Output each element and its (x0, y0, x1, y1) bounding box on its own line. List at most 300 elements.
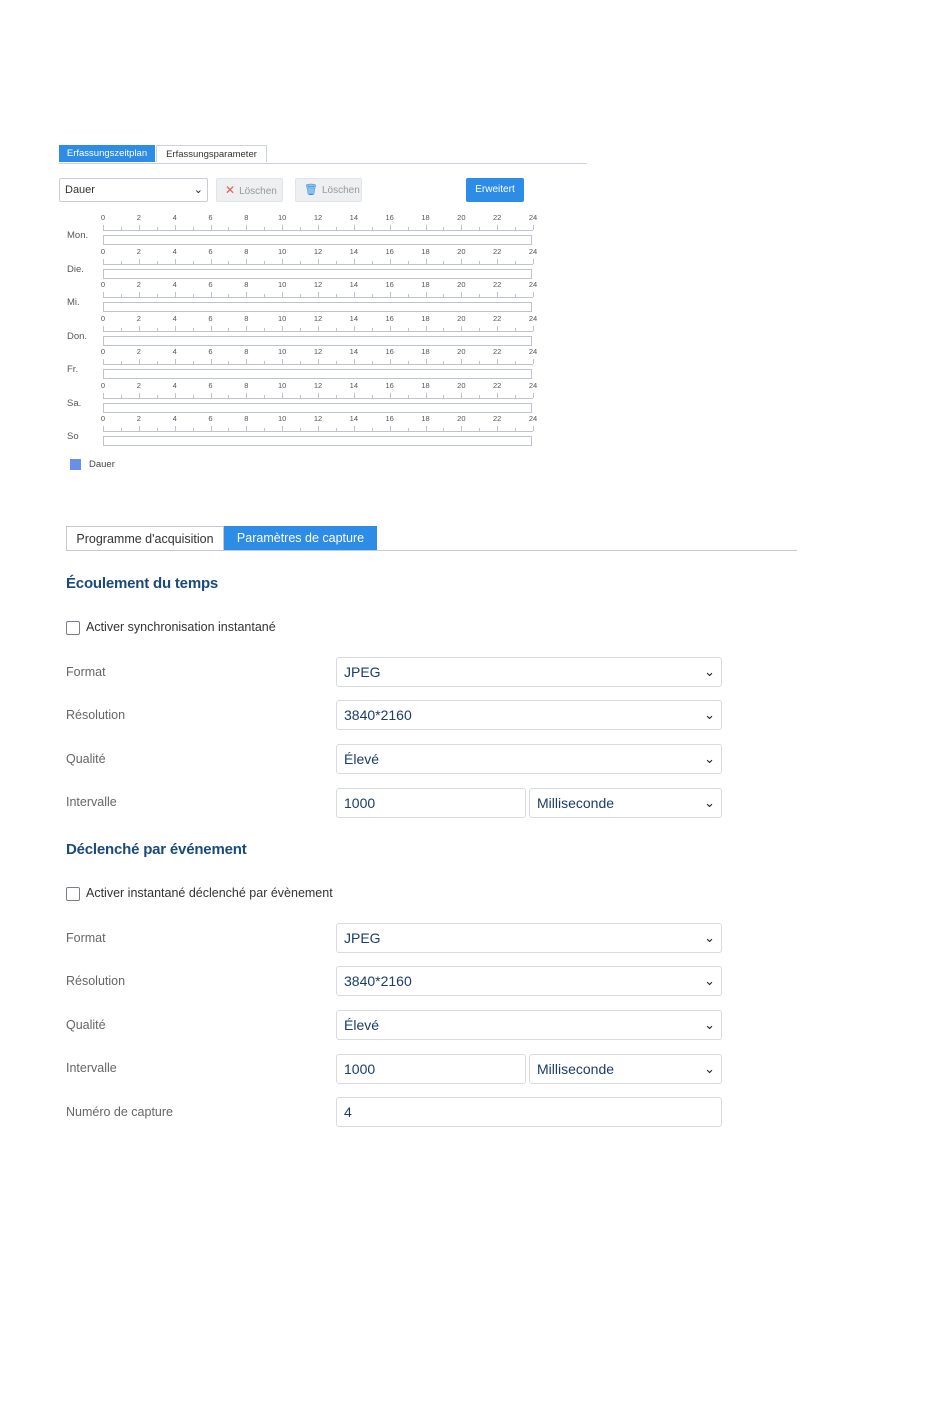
schedule-timeline-track[interactable] (103, 403, 532, 413)
hour-tick-label: 8 (244, 313, 249, 323)
schedule-type-select[interactable] (59, 178, 208, 202)
hour-tick-label: 12 (313, 246, 323, 256)
ruler-tick (372, 294, 373, 297)
hour-tick-label: 6 (208, 380, 213, 390)
timelapse-quality-select[interactable]: Élevé ⌄ (336, 744, 722, 774)
ruler-tick (193, 328, 194, 331)
event-interval-label: Intervalle (66, 1061, 117, 1075)
hour-tick-label: 16 (385, 313, 394, 323)
ruler-tick (121, 428, 122, 431)
hour-tick-label: 20 (457, 380, 466, 390)
hour-tick-label: 0 (100, 280, 106, 289)
hour-tick-label: 24 (528, 280, 538, 289)
tab-capture-parameters[interactable]: Erfassungsparameter (156, 145, 267, 162)
schedule-day-row (67, 314, 537, 344)
ruler-tick (246, 259, 247, 264)
ruler-tick (193, 294, 194, 297)
advanced-button[interactable]: Erweitert (466, 178, 524, 202)
trash-icon: 🗑 (304, 184, 318, 196)
hour-tick-label: 8 (244, 246, 249, 256)
event-resolution-label: Résolution (66, 974, 126, 988)
timelapse-format-label: Format (66, 665, 106, 679)
ruler-tick (139, 426, 140, 431)
hour-tick-label: 10 (277, 313, 287, 323)
hour-tick-label: 12 (313, 347, 323, 356)
hour-tick-label: 18 (421, 313, 430, 323)
ruler-tick (443, 227, 444, 230)
ruler-tick (533, 393, 534, 398)
hour-tick-label: 8 (244, 213, 249, 222)
hour-tick-label: 4 (172, 313, 177, 323)
schedule-timeline-track[interactable] (103, 269, 532, 279)
event-interval-input[interactable]: 1000 (336, 1054, 526, 1084)
ruler-tick (408, 294, 409, 297)
hour-tick-label: 10 (277, 280, 287, 289)
chevron-down-icon: ⌄ (193, 184, 203, 196)
ruler-tick (300, 227, 301, 230)
hour-tick-label: 20 (457, 246, 466, 256)
ruler-tick (336, 294, 337, 297)
day-label: So (67, 431, 79, 442)
timelapse-enable-row (66, 620, 276, 635)
ruler-tick (426, 359, 427, 364)
ruler-tick (336, 428, 337, 431)
timelapse-resolution-label: Résolution (66, 708, 126, 722)
ruler-tick (264, 328, 265, 331)
ruler-tick (282, 359, 283, 364)
hour-tick-label: 2 (136, 380, 141, 390)
hour-tick-label: 8 (244, 414, 249, 423)
timelapse-enable-checkbox[interactable] (66, 621, 80, 635)
timelapse-quality-label: Qualité (66, 752, 106, 766)
hour-tick-label: 22 (492, 414, 502, 423)
timelapse-interval-label: Intervalle (66, 795, 117, 809)
ruler-tick (228, 395, 229, 398)
hour-tick-label: 20 (457, 313, 466, 323)
ruler-tick (300, 361, 301, 364)
ruler-tick (461, 393, 462, 398)
hour-tick-label: 18 (421, 246, 430, 256)
ruler-tick (354, 292, 355, 297)
ruler-tick (497, 326, 498, 331)
day-label: Sa. (67, 397, 82, 409)
ruler-tick (497, 225, 498, 230)
legend-swatch (70, 459, 81, 470)
hour-tick-label: 2 (136, 213, 141, 222)
hour-ruler (103, 393, 533, 399)
ruler-tick (372, 361, 373, 364)
event-interval-unit-select[interactable]: Milliseconde ⌄ (529, 1054, 722, 1084)
ruler-tick (228, 261, 229, 264)
hour-tick-label: 24 (528, 213, 538, 222)
ruler-tick (533, 292, 534, 297)
hour-tick-label: 24 (528, 246, 538, 256)
ruler-tick (372, 227, 373, 230)
ruler-tick (390, 393, 391, 398)
ruler-tick (390, 426, 391, 431)
ruler-tick (408, 328, 409, 331)
ruler-tick (426, 393, 427, 398)
ruler-tick (461, 225, 462, 230)
ruler-tick (264, 294, 265, 297)
ruler-tick (497, 426, 498, 431)
schedule-timeline-track[interactable] (103, 235, 532, 245)
ruler-tick (390, 225, 391, 230)
ruler-tick (103, 426, 104, 431)
ruler-tick (139, 326, 140, 331)
chevron-down-icon: ⌄ (704, 973, 715, 988)
schedule-day-row (67, 414, 537, 444)
event-resolution-select[interactable]: 3840*2160 ⌄ (336, 966, 722, 996)
ruler-tick (175, 225, 176, 230)
ruler-tick (193, 428, 194, 431)
hour-tick-label: 10 (277, 246, 287, 256)
ruler-tick (497, 359, 498, 364)
ruler-tick (211, 326, 212, 331)
ruler-tick (193, 227, 194, 230)
ruler-tick (515, 361, 516, 364)
event-enable-checkbox[interactable] (66, 887, 80, 901)
hour-tick-label: 22 (492, 213, 502, 222)
ruler-tick (264, 428, 265, 431)
ruler-tick (461, 426, 462, 431)
hour-tick-label: 12 (313, 280, 323, 289)
hour-tick-label: 12 (313, 313, 323, 323)
hour-tick-label: 10 (277, 414, 287, 423)
ruler-tick (139, 259, 140, 264)
ruler-tick (121, 294, 122, 297)
ruler-tick (139, 292, 140, 297)
ruler-tick (211, 292, 212, 297)
hour-tick-label: 4 (172, 347, 177, 356)
hour-ruler (103, 359, 533, 365)
hour-tick-label: 2 (136, 347, 141, 356)
hour-tick-label: 8 (244, 380, 249, 390)
hour-tick-label: 18 (421, 347, 430, 356)
hour-tick-label: 18 (421, 213, 430, 222)
hour-tick-label: 14 (349, 414, 358, 423)
hour-tick-label: 24 (528, 347, 538, 356)
ruler-tick (121, 227, 122, 230)
ruler-tick (228, 361, 229, 364)
ruler-tick (408, 227, 409, 230)
ruler-tick (479, 261, 480, 264)
hour-tick-label: 22 (492, 347, 502, 356)
ruler-tick (426, 259, 427, 264)
ruler-tick (282, 225, 283, 230)
day-label: Mi. (67, 297, 80, 308)
hour-tick-label: 4 (172, 380, 177, 390)
hour-tick-label: 16 (385, 280, 394, 289)
ruler-tick (318, 359, 319, 364)
ruler-tick (354, 426, 355, 431)
hour-tick-label: 6 (208, 213, 213, 222)
hour-tick-label: 2 (136, 414, 141, 423)
legend-label: Dauer (89, 459, 115, 471)
ruler-tick (246, 426, 247, 431)
ruler-tick (282, 292, 283, 297)
hour-ruler (103, 326, 533, 332)
ruler-tick (443, 261, 444, 264)
ruler-tick (318, 393, 319, 398)
ruler-tick (282, 393, 283, 398)
hour-tick-label: 22 (492, 380, 502, 390)
ruler-tick (282, 326, 283, 331)
schedule-day-row (67, 247, 537, 277)
ruler-tick (300, 294, 301, 297)
ruler-tick (211, 259, 212, 264)
ruler-tick (103, 359, 104, 364)
timelapse-section-title: Écoulement du temps (66, 575, 219, 592)
schedule-timeline-track[interactable] (103, 436, 532, 446)
capture-tabs (66, 526, 797, 551)
ruler-tick (264, 261, 265, 264)
ruler-tick (479, 227, 480, 230)
timelapse-interval-input[interactable]: 1000 (336, 788, 526, 818)
ruler-tick (211, 426, 212, 431)
hour-tick-label: 14 (349, 213, 358, 222)
hour-tick-label: 6 (208, 246, 213, 256)
event-format-select[interactable]: JPEG ⌄ (336, 923, 722, 953)
ruler-tick (354, 259, 355, 264)
ruler-tick (461, 259, 462, 264)
ruler-tick (390, 326, 391, 331)
hour-tick-label: 24 (528, 313, 538, 323)
ruler-tick (336, 227, 337, 230)
ruler-tick (264, 361, 265, 364)
ruler-tick (318, 259, 319, 264)
hour-tick-label: 10 (277, 380, 287, 390)
ruler-tick (264, 227, 265, 230)
ruler-tick (300, 328, 301, 331)
ruler-tick (533, 259, 534, 264)
ruler-tick (103, 259, 104, 264)
ruler-tick (211, 359, 212, 364)
hour-tick-label: 18 (421, 280, 430, 289)
hour-tick-label: 16 (385, 380, 394, 390)
hour-tick-label: 6 (208, 313, 213, 323)
timelapse-format-select[interactable]: JPEG ⌄ (336, 657, 722, 687)
schedule-tabs (59, 145, 587, 164)
capture-count-input[interactable]: 4 (336, 1097, 722, 1127)
ruler-tick (193, 395, 194, 398)
ruler-tick (390, 259, 391, 264)
hour-tick-label: 12 (313, 213, 323, 222)
ruler-tick (372, 261, 373, 264)
chevron-down-icon: ⌄ (704, 1061, 715, 1076)
hour-ruler (103, 292, 533, 298)
hour-tick-label: 16 (385, 213, 394, 222)
hour-tick-label: 0 (100, 313, 106, 323)
ruler-tick (354, 359, 355, 364)
delete-all-button[interactable]: 🗑 Löschen (295, 178, 362, 202)
ruler-tick (175, 292, 176, 297)
hour-tick-label: 2 (136, 280, 141, 289)
ruler-tick (300, 261, 301, 264)
ruler-tick (408, 361, 409, 364)
hour-tick-label: 6 (208, 280, 213, 289)
ruler-tick (139, 359, 140, 364)
hour-tick-label: 10 (277, 347, 287, 356)
ruler-tick (443, 361, 444, 364)
chevron-down-icon: ⌄ (704, 1017, 715, 1032)
hour-tick-label: 14 (349, 347, 358, 356)
ruler-tick (408, 395, 409, 398)
ruler-tick (157, 395, 158, 398)
hour-tick-label: 0 (100, 213, 106, 222)
ruler-tick (533, 225, 534, 230)
ruler-tick (318, 326, 319, 331)
ruler-tick (426, 426, 427, 431)
ruler-tick (426, 326, 427, 331)
day-label: Die. (67, 263, 84, 275)
ruler-tick (479, 428, 480, 431)
ruler-tick (515, 328, 516, 331)
ruler-tick (157, 261, 158, 264)
ruler-tick (515, 294, 516, 297)
ruler-tick (103, 292, 104, 297)
hour-tick-label: 16 (385, 414, 394, 423)
ruler-tick (336, 261, 337, 264)
ruler-tick (426, 225, 427, 230)
ruler-tick (103, 393, 104, 398)
tab-capture-settings[interactable]: Paramètres de capture (224, 526, 377, 550)
ruler-tick (515, 428, 516, 431)
ruler-tick (336, 328, 337, 331)
hour-tick-label: 16 (385, 347, 394, 356)
ruler-tick (515, 395, 516, 398)
hour-tick-label: 16 (385, 246, 394, 256)
hour-tick-label: 0 (100, 246, 106, 256)
hour-tick-label: 0 (100, 414, 106, 423)
ruler-tick (461, 326, 462, 331)
ruler-tick (121, 361, 122, 364)
ruler-tick (408, 261, 409, 264)
schedule-timeline-track[interactable] (103, 369, 532, 379)
hour-tick-label: 4 (172, 246, 177, 256)
ruler-tick (175, 393, 176, 398)
ruler-tick (211, 393, 212, 398)
hour-tick-label: 12 (313, 380, 323, 390)
chevron-down-icon: ⌄ (704, 707, 715, 722)
ruler-tick (408, 428, 409, 431)
ruler-tick (228, 328, 229, 331)
ruler-tick (354, 326, 355, 331)
ruler-tick (390, 292, 391, 297)
hour-tick-label: 0 (100, 347, 106, 356)
ruler-tick (121, 395, 122, 398)
ruler-tick (336, 361, 337, 364)
schedule-day-row (67, 381, 537, 411)
schedule-day-row (67, 213, 537, 243)
hour-tick-label: 2 (136, 313, 141, 323)
delete-button[interactable]: ✕ Löschen (216, 178, 283, 202)
hour-tick-label: 4 (172, 213, 177, 222)
hour-tick-label: 18 (421, 380, 430, 390)
ruler-tick (336, 395, 337, 398)
ruler-tick (479, 294, 480, 297)
event-enable-label: Activer instantané déclenché par évènement (86, 886, 333, 900)
hour-tick-label: 6 (208, 414, 213, 423)
capture-count-label: Numéro de capture (66, 1105, 174, 1119)
ruler-tick (372, 395, 373, 398)
ruler-tick (515, 261, 516, 264)
chevron-down-icon: ⌄ (704, 795, 715, 810)
hour-tick-label: 12 (313, 414, 323, 423)
hour-tick-label: 6 (208, 347, 213, 356)
hour-tick-label: 20 (457, 347, 466, 356)
hour-tick-label: 10 (277, 213, 287, 222)
ruler-tick (300, 395, 301, 398)
ruler-tick (228, 227, 229, 230)
chevron-down-icon: ⌄ (704, 751, 715, 766)
ruler-tick (121, 328, 122, 331)
ruler-tick (246, 359, 247, 364)
event-quality-label: Qualité (66, 1018, 106, 1032)
ruler-tick (103, 326, 104, 331)
ruler-tick (175, 326, 176, 331)
ruler-tick (479, 395, 480, 398)
close-icon: ✕ (225, 183, 236, 197)
ruler-tick (372, 328, 373, 331)
timelapse-enable-label: Activer synchronisation instantané (86, 620, 276, 634)
ruler-tick (264, 395, 265, 398)
ruler-tick (461, 359, 462, 364)
ruler-tick (354, 393, 355, 398)
ruler-tick (426, 292, 427, 297)
hour-tick-label: 8 (244, 347, 249, 356)
ruler-tick (497, 292, 498, 297)
ruler-tick (246, 225, 247, 230)
ruler-tick (211, 225, 212, 230)
ruler-tick (157, 294, 158, 297)
schedule-day-row (67, 347, 537, 377)
hour-tick-label: 14 (349, 280, 358, 289)
chevron-down-icon: ⌄ (704, 930, 715, 945)
hour-tick-label: 4 (172, 414, 177, 423)
hour-tick-label: 18 (421, 414, 430, 423)
ruler-tick (193, 261, 194, 264)
ruler-tick (318, 426, 319, 431)
schedule-type-value: Dauer (65, 184, 95, 196)
chevron-down-icon: ⌄ (704, 664, 715, 679)
legend (70, 459, 115, 470)
tab-acquisition-schedule[interactable]: Programme d'acquisition (66, 526, 224, 550)
hour-tick-label: 4 (172, 280, 177, 289)
ruler-tick (318, 225, 319, 230)
timelapse-interval-unit-select[interactable]: Milliseconde ⌄ (529, 788, 722, 818)
hour-tick-label: 14 (349, 380, 358, 390)
ruler-tick (443, 428, 444, 431)
timelapse-resolution-select[interactable]: 3840*2160 ⌄ (336, 700, 722, 730)
hour-tick-label: 22 (492, 313, 502, 323)
tab-capture-schedule[interactable]: Erfassungszeitplan (59, 145, 155, 162)
event-format-label: Format (66, 931, 106, 945)
ruler-tick (157, 361, 158, 364)
ruler-tick (121, 261, 122, 264)
hour-tick-label: 20 (457, 280, 466, 289)
ruler-tick (479, 328, 480, 331)
ruler-tick (479, 361, 480, 364)
schedule-timeline-track[interactable] (103, 302, 532, 312)
day-label: Fr. (67, 364, 79, 375)
ruler-tick (139, 393, 140, 398)
event-quality-select[interactable]: Élevé ⌄ (336, 1010, 722, 1040)
hour-tick-label: 22 (492, 280, 502, 289)
event-section-title: Déclenché par événement (66, 841, 247, 858)
schedule-timeline-track[interactable] (103, 336, 532, 346)
ruler-tick (157, 227, 158, 230)
